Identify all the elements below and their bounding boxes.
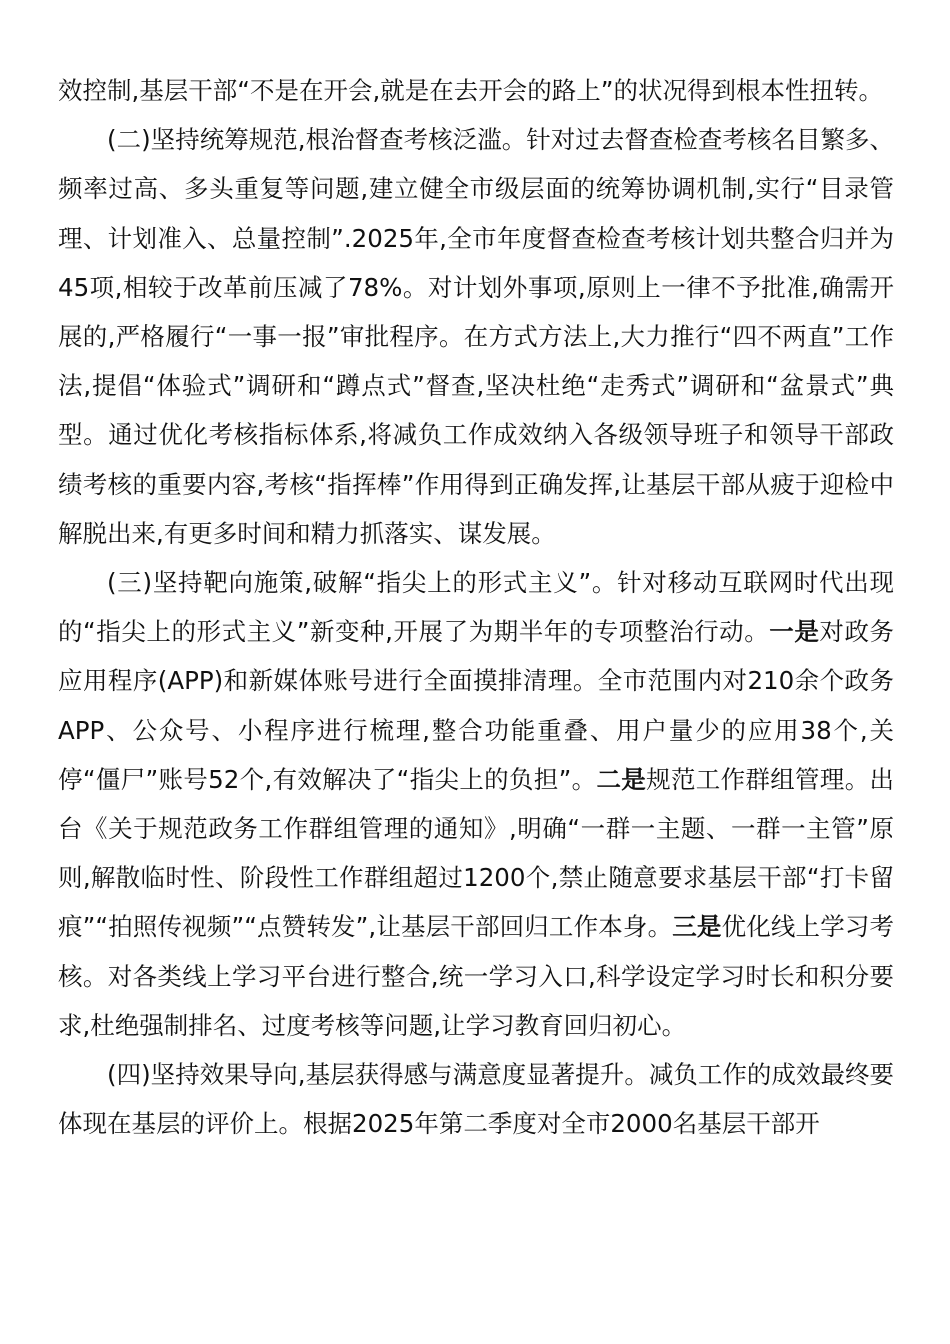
section-2-body: 针对过去督查检查考核名目繁多、频率过高、多头重复等问题,建立健全市级层面的统筹协调机制,实行“目录管理、计划准入、总量控制”.2025年,全市年度督查检查考核计划共整合归并为45项,相较于改革前压减了78%。对计划外事项,原则上一律不予批准,确需开展的,严格履行“一事一报”审批程序。在方式方法上,大力推行“四不两直”工作法,提倡“体验式”调研和“蹲点式”督查,坚决杜绝“走秀式”调研和“盆景式”典型。通过优化考核指标体系,将减负工作成效纳入各级领导班子和领导干部政绩考核的重要内容,考核“指挥棒”作用得到正确发挥,让基层干部从疲于迎检中解脱出来,有更多时间和精力抓落实、谋发展。 [58,125,895,548]
section-4-body: 减负工作的成效最终要体现在基层的评价上。根据2025年第二季度对全市2000名基层干部开 [58,1060,895,1139]
continuation-text: 效控制,基层干部“不是在开会,就是在去开会的路上”的状况得到根本性扭转。 [58,76,883,105]
paragraph-section-2 [58,115,894,558]
section-3-item2-label: 二是 [596,764,647,794]
document-body [58,66,894,1148]
paragraph-section-4 [58,1050,894,1148]
section-3-item3-label: 三是 [672,912,722,942]
section-3-item3-text: 优化线上学习考核。对各类线上学习平台进行整合,统一学习入口,科学设定学习时长和积分要求,杜绝强制排名、过度考核等问题,让学习教育回归初心。 [58,912,895,1040]
section-3-item1-label: 一是 [769,617,820,647]
section-3-item2-text: 规范工作群组管理。出台《关于规范政务工作群组管理的通知》,明确“一群一主题、一群一主管”原则,解散临时性、阶段性工作群组超过1200个,禁止随意要求基层干部“打卡留痕”“拍照传视频”“点赞转发”,让基层干部回归工作本身。 [58,764,895,942]
paragraph-section-3 [58,558,894,1050]
section-3-item1-text: 对政务应用程序(APP)和新媒体账号进行全面摸排清理。全市范围内对210余个政务APP、公众号、小程序进行梳理,整合功能重叠、用户量少的应用38个,关停“僵尸”账号52个,有效解决了“指尖上的负担”。 [58,617,895,794]
paragraph-continuation [58,66,894,115]
section-3-intro: 针对移动互联网时代出现的“指尖上的形式主义”新变种,开展了为期半年的专项整治行动。 [58,568,895,647]
section-3-heading: (三)坚持靶向施策,破解“指尖上的形式主义”。 [107,568,618,598]
section-2-heading: (二)坚持统筹规范,根治督查考核泛滥。 [107,125,527,155]
section-4-heading: (四)坚持效果导向,基层获得感与满意度显著提升。 [107,1060,649,1090]
